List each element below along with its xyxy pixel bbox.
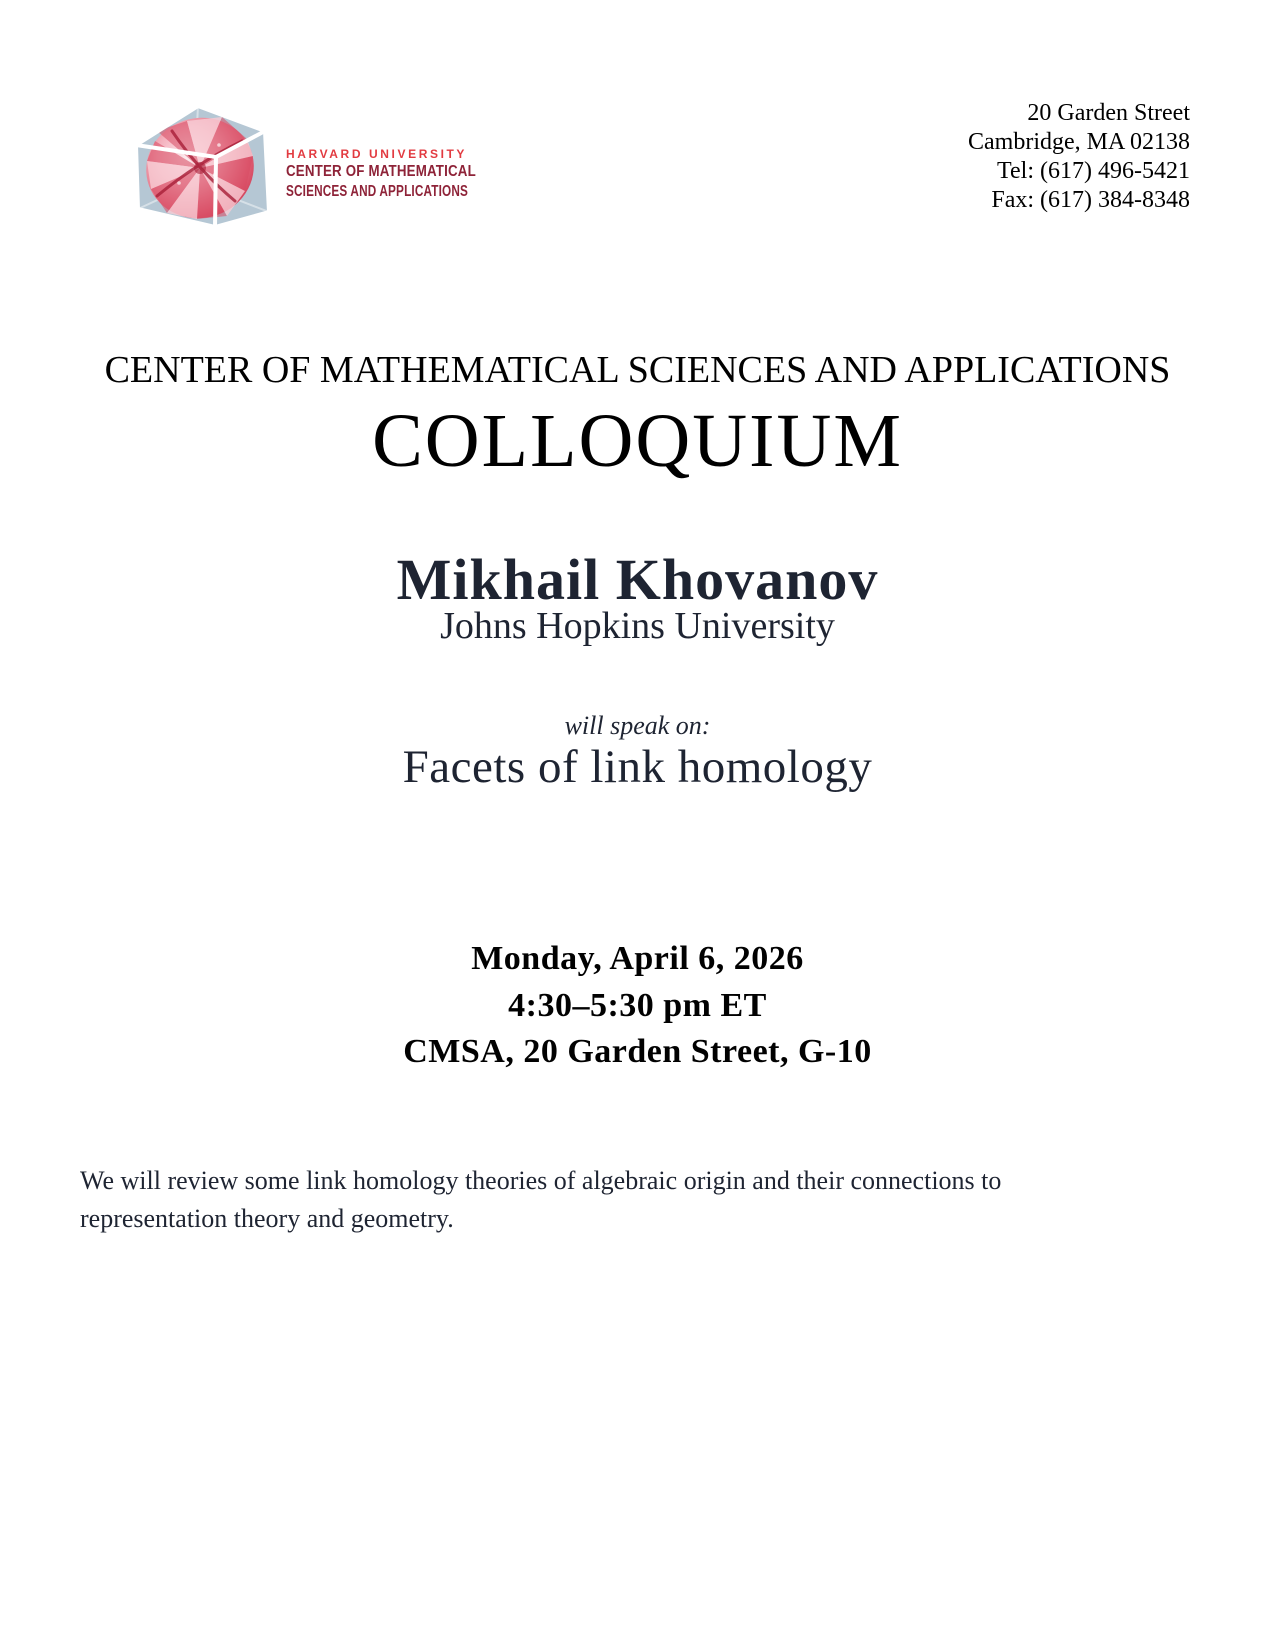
contact-city: Cambridge, MA 02138 <box>968 129 1190 155</box>
abstract-line-2: representation theory and geometry. <box>80 1203 454 1233</box>
talk-title: Facets of link homology <box>402 741 873 793</box>
speaker-affiliation: Johns Hopkins University <box>440 605 835 647</box>
event-details <box>0 936 1275 1076</box>
contact-block <box>968 99 1190 215</box>
abstract-paragraph <box>80 1162 1210 1237</box>
abstract-line-1: We will review some link homology theories of algebraic origin and their connections to <box>80 1166 1002 1195</box>
contact-fax: Fax: (617) 384-8348 <box>991 187 1190 213</box>
cmsa-wordmark-line2: SCIENCES AND APPLICATIONS <box>286 183 469 200</box>
event-date: Monday, April 6, 2026 <box>471 940 804 977</box>
harvard-cmsa-wordmark <box>286 147 526 201</box>
speaker-name: Mikhail Khovanov <box>396 547 879 612</box>
cmsa-cube-logo-icon <box>127 101 267 229</box>
contact-street: 20 Garden Street <box>1027 100 1190 126</box>
event-location: CMSA, 20 Garden Street, G-10 <box>403 1033 872 1070</box>
contact-tel: Tel: (617) 496-5421 <box>997 158 1190 184</box>
talk-lead-in: will speak on: <box>564 711 711 740</box>
series-title: CENTER OF MATHEMATICAL SCIENCES AND APPLICATIONS <box>104 349 1171 391</box>
harvard-university-label: HARVARD UNIVERSITY <box>286 147 468 161</box>
cmsa-wordmark-line1: CENTER OF MATHEMATICAL <box>286 163 476 180</box>
event-type-title: COLLOQUIUM <box>372 399 903 483</box>
event-time: 4:30–5:30 pm ET <box>508 986 767 1024</box>
